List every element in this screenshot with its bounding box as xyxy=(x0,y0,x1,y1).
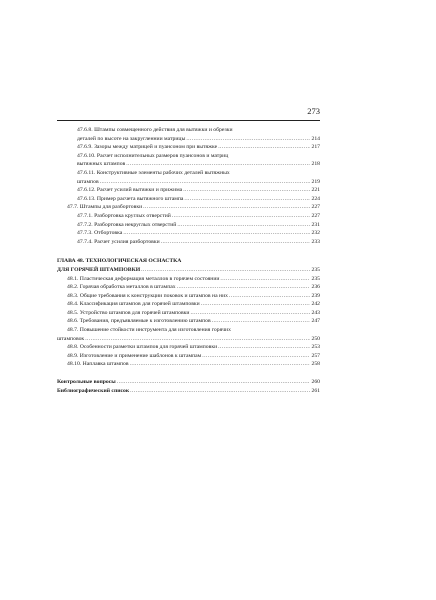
toc-title: Наплавка штампов xyxy=(82,361,129,368)
toc-entry-47-6-8[interactable] xyxy=(57,126,320,143)
toc-entry-47-7-4[interactable] xyxy=(57,238,320,247)
leader-dots xyxy=(184,195,310,204)
leader-dots xyxy=(177,283,311,292)
toc-title-cont: штампов xyxy=(77,178,99,185)
chapter-title-line1: ГЛАВА 48. ТЕХНОЛОГИЧЕСКАЯ ОСНАСТКА xyxy=(57,258,182,265)
toc-chapter-48[interactable] xyxy=(57,257,320,274)
leader-dots xyxy=(201,300,311,309)
toc-page: 224 xyxy=(311,195,320,202)
leader-dots xyxy=(117,378,311,387)
toc-title: Библиографический список xyxy=(57,387,130,394)
toc-title: Контрольные вопросы xyxy=(57,379,116,386)
toc-title: Разбортовка некруглых отверстий xyxy=(94,221,177,228)
toc-number: 47.6.10. xyxy=(77,152,96,159)
toc-title: Расчет усилия разбортовки xyxy=(94,238,160,245)
toc-page: 258 xyxy=(311,361,320,368)
toc-page: 227 xyxy=(311,204,320,211)
leader-dots xyxy=(161,238,311,247)
toc-entry-47-7[interactable] xyxy=(57,203,320,212)
toc-title: Повышение стойкости инструмента для изготовления горячих xyxy=(79,327,231,334)
toc-number: 47.6.8. xyxy=(77,127,93,133)
toc-number: 48.2. xyxy=(67,284,79,291)
toc-number: 48.4. xyxy=(67,301,79,308)
toc-page: 232 xyxy=(311,230,320,237)
page-number: 273 xyxy=(307,106,320,116)
toc-page: 239 xyxy=(311,292,320,299)
toc-entry-control-questions[interactable] xyxy=(57,378,320,387)
toc-page: 236 xyxy=(311,284,320,291)
toc-title: Устройство штампов для горячей штамповки xyxy=(79,309,190,316)
toc-number: 48.8. xyxy=(67,344,79,351)
toc-title: Штампы совмещенного действия для вытяжки и обрезки xyxy=(94,127,233,133)
toc-number: 47.7.4. xyxy=(77,238,93,245)
toc-page: 257 xyxy=(311,352,320,359)
leader-dots xyxy=(143,203,310,212)
toc-page: 235 xyxy=(311,275,320,282)
toc-title: Расчет исполнительных размеров пуансонов и матриц xyxy=(96,152,229,159)
toc-number: 47.6.11. xyxy=(77,169,96,176)
toc-entry-47-6-13[interactable] xyxy=(57,195,320,204)
leader-dots xyxy=(220,275,310,284)
toc-title: Особенности разметки штампов для горячей штамповки xyxy=(79,344,218,351)
toc-title: Изготовление и применение шаблонов к штампам xyxy=(79,352,202,359)
toc-entry-48-8[interactable] xyxy=(57,343,320,352)
toc-page: 250 xyxy=(311,335,320,342)
leader-dots xyxy=(186,135,310,144)
toc-entry-47-7-2[interactable] xyxy=(57,221,320,230)
toc-title-cont: вытяжных штампов xyxy=(77,161,126,168)
toc-number: 48.9. xyxy=(67,352,79,359)
toc-entry-48-1[interactable] xyxy=(57,275,320,284)
leader-dots xyxy=(183,186,310,195)
toc-page: 227 xyxy=(311,212,320,219)
toc-page: 260 xyxy=(311,379,320,386)
leader-dots xyxy=(172,212,311,221)
leader-dots xyxy=(123,229,310,238)
toc-page: 253 xyxy=(311,344,320,351)
toc-title: Зазоры между матрицей и пуансоном при вытяжке xyxy=(94,144,218,151)
toc-page: 233 xyxy=(311,238,320,245)
toc-title: Горячая обработка металлов в штампах xyxy=(79,284,176,291)
leader-dots xyxy=(218,343,310,352)
toc-page: 243 xyxy=(311,309,320,316)
toc-number: 47.6.9. xyxy=(77,144,93,151)
toc-title: Разбортовка круглых отверстий xyxy=(94,212,171,219)
toc-entry-48-6[interactable] xyxy=(57,317,320,326)
toc-entry-47-7-1[interactable] xyxy=(57,212,320,221)
toc-page: 214 xyxy=(311,135,320,142)
toc-number: 48.5. xyxy=(67,309,79,316)
toc-entry-48-2[interactable] xyxy=(57,283,320,292)
header-rule xyxy=(57,120,320,121)
toc-entry-47-6-9[interactable] xyxy=(57,143,320,152)
leader-dots xyxy=(218,143,310,152)
toc-number: 47.7.2. xyxy=(77,221,93,228)
toc-title: Требования, предъявляемые к изготовлению штампов xyxy=(79,318,211,325)
toc-number: 48.6. xyxy=(67,318,79,325)
toc-number: 48.7. xyxy=(67,327,79,334)
toc-entry-48-5[interactable] xyxy=(57,309,320,318)
toc-entry-47-6-11[interactable] xyxy=(57,169,320,186)
leader-dots xyxy=(141,266,310,275)
toc-number: 47.6.13. xyxy=(77,195,96,202)
toc-entry-48-10[interactable] xyxy=(57,360,320,369)
toc-page: 242 xyxy=(311,301,320,308)
toc-entry-47-6-12[interactable] xyxy=(57,186,320,195)
toc-page: 221 xyxy=(311,187,320,194)
toc-entry-bibliography[interactable] xyxy=(57,387,320,396)
toc-page: 247 xyxy=(311,318,320,325)
toc-page: 261 xyxy=(311,387,320,394)
toc-entry-47-6-10[interactable] xyxy=(57,152,320,169)
toc-page: 219 xyxy=(311,178,320,185)
toc-title: Конструктивные элементы рабочих деталей вытяжных xyxy=(96,169,230,176)
leader-dots xyxy=(85,335,310,344)
toc-title: Классификация штампов для горячей штамповки xyxy=(79,301,200,308)
toc-entry-48-4[interactable] xyxy=(57,300,320,309)
toc-entry-47-7-3[interactable] xyxy=(57,229,320,238)
toc-page: 218 xyxy=(311,161,320,168)
toc-number: 48.10. xyxy=(67,361,82,368)
toc-number: 48.1. xyxy=(67,275,79,282)
toc-title: Штампы для разбортовки xyxy=(79,204,143,211)
toc-title: Пластическая деформация металлов в горячем состоянии xyxy=(79,275,220,282)
toc-title: Общие требования к конструкции поковок и штампов на них xyxy=(79,292,228,299)
toc-number: 47.7.1. xyxy=(77,212,93,219)
leader-dots xyxy=(202,352,310,361)
leader-dots xyxy=(177,221,310,230)
toc-title-cont: деталей по высоте на закругленнии матрицы xyxy=(77,135,186,142)
toc-number: 47.7.3. xyxy=(77,230,93,237)
toc-number: 48.3. xyxy=(67,292,79,299)
leader-dots xyxy=(229,292,311,301)
toc-page: 217 xyxy=(311,144,320,151)
leader-dots xyxy=(212,317,311,326)
toc-title: Отбортовка xyxy=(94,230,123,237)
toc-page: 231 xyxy=(311,221,320,228)
toc-title-cont: штамповок xyxy=(57,335,85,342)
toc-number: 47.6.12. xyxy=(77,187,96,194)
toc-entry-48-9[interactable] xyxy=(57,352,320,361)
toc-page: 235 xyxy=(311,266,320,273)
leader-dots xyxy=(130,387,310,396)
leader-dots xyxy=(130,360,311,369)
toc-number: 47.7. xyxy=(67,204,79,211)
toc-title: Расчет усилий вытяжки и прижима xyxy=(96,187,183,194)
toc-entry-48-7[interactable] xyxy=(57,326,320,343)
table-of-contents xyxy=(57,126,320,395)
toc-entry-48-3[interactable] xyxy=(57,292,320,301)
leader-dots xyxy=(190,309,310,318)
leader-dots xyxy=(100,178,311,187)
chapter-title-line2: ДЛЯ ГОРЯЧЕЙ ШТАМПОВКИ xyxy=(57,266,141,273)
toc-title: Пример расчета вытяжного штампа xyxy=(96,195,184,202)
leader-dots xyxy=(126,160,310,169)
